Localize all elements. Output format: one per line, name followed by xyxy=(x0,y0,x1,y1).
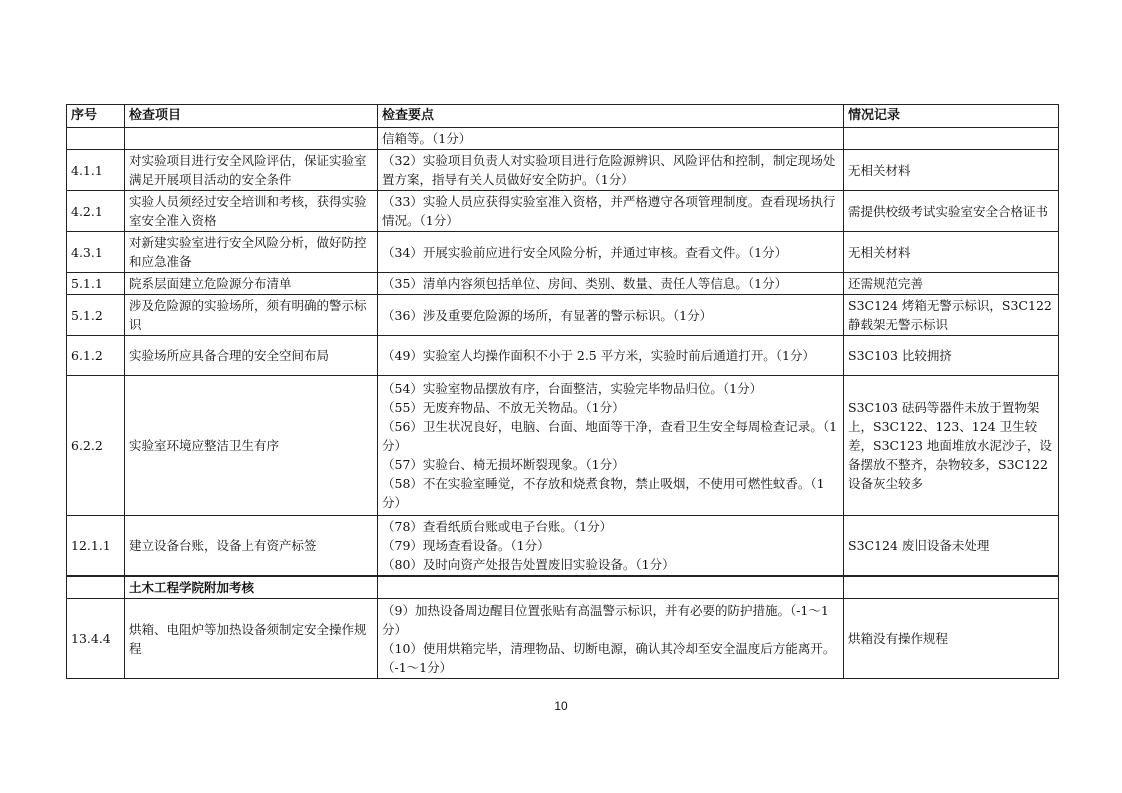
header-check-item: 检查项目 xyxy=(125,105,378,128)
row-item: 实验人员须经过安全培训和考核，获得实验室安全准入资格 xyxy=(125,191,378,232)
section-title: 土木工程学院附加考核 xyxy=(125,576,378,599)
table-row xyxy=(67,128,1059,150)
point-line: （79）现场查看设备。（1分） xyxy=(382,538,550,553)
row-item: 实验室环境应整洁卫生有序 xyxy=(125,376,378,516)
row-points xyxy=(378,295,844,336)
point-line: 信箱等。（1分） xyxy=(382,131,472,146)
point-line: （80）及时向资产处报告处置废旧实验设备。（1分） xyxy=(382,557,675,572)
row-number: 5.1.2 xyxy=(67,295,125,336)
row-number: 6.2.2 xyxy=(67,376,125,516)
row-points xyxy=(378,376,844,516)
table-header-row xyxy=(67,105,1059,128)
point-line: （49）实验室人均操作面积不小于 2.5 平方米，实验时前后通道打开。（1分） xyxy=(382,348,815,363)
table-row xyxy=(67,273,1059,295)
point-line: （10）使用烘箱完毕，清理物品、切断电源，确认其冷却至安全温度后方能离开。（-1～1分） xyxy=(382,640,836,675)
row-record: S3C103 比较拥挤 xyxy=(844,336,1059,376)
row-record: 无相关材料 xyxy=(844,232,1059,273)
table-row xyxy=(67,295,1059,336)
point-line: （78）查看纸质台账或电子台账。（1分） xyxy=(382,519,613,534)
row-item: 实验场所应具备合理的安全空间布局 xyxy=(125,336,378,376)
row-item: 院系层面建立危险源分布清单 xyxy=(125,273,378,295)
row-record: S3C103 砝码等器件未放于置物架上，S3C122、123、124 卫生较差，S3C123 地面堆放水泥沙子，设备摆放不整齐，杂物较多，S3C122 设备灰尘较多 xyxy=(844,376,1059,516)
row-points xyxy=(378,576,844,599)
row-record: S3C124 烤箱无警示标识，S3C122 静载架无警示标识 xyxy=(844,295,1059,336)
row-number xyxy=(67,128,125,150)
point-line: （55）无废弃物品、不放无关物品。（1分） xyxy=(382,400,625,415)
row-item: 对实验项目进行安全风险评估，保证实验室满足开展项目活动的安全条件 xyxy=(125,150,378,191)
row-number: 6.1.2 xyxy=(67,336,125,376)
row-number: 4.1.1 xyxy=(67,150,125,191)
row-record: 烘箱没有操作规程 xyxy=(844,599,1059,679)
point-line: （57）实验台、椅无损坏断裂现象。（1分） xyxy=(382,457,625,472)
row-item: 涉及危险源的实验场所，须有明确的警示标识 xyxy=(125,295,378,336)
row-record: 需提供校级考试实验室安全合格证书 xyxy=(844,191,1059,232)
row-points xyxy=(378,232,844,273)
point-line: （33）实验人员应获得实验室准入资格，并严格遵守各项管理制度。查看现场执行情况。（1分） xyxy=(382,194,836,228)
row-number: 5.1.1 xyxy=(67,273,125,295)
section-row xyxy=(67,576,1059,599)
header-check-points: 检查要点 xyxy=(378,105,844,128)
table-row xyxy=(67,150,1059,191)
row-item: 对新建实验室进行安全风险分析，做好防控和应急准备 xyxy=(125,232,378,273)
row-record: 还需规范完善 xyxy=(844,273,1059,295)
point-line: （58）不在实验室睡觉，不存放和烧煮食物，禁止吸烟，不使用可燃性蚊香。（1分） xyxy=(382,476,825,510)
table-row xyxy=(67,376,1059,516)
point-line: （34）开展实验前应进行安全风险分析，并通过审核。查看文件。（1分） xyxy=(382,244,788,260)
row-points xyxy=(378,599,844,679)
row-record xyxy=(844,128,1059,150)
page-number: 10 xyxy=(554,699,568,713)
table-row xyxy=(67,191,1059,232)
row-record: 无相关材料 xyxy=(844,150,1059,191)
row-number xyxy=(67,576,125,599)
table-row xyxy=(67,599,1059,679)
row-record: S3C124 废旧设备未处理 xyxy=(844,516,1059,577)
point-line: （56）卫生状况良好，电脑、台面、地面等干净，查看卫生安全每周检查记录。（1分） xyxy=(382,419,838,453)
row-number: 13.4.4 xyxy=(67,599,125,679)
row-points xyxy=(378,128,844,150)
table-row xyxy=(67,516,1059,577)
header-serial: 序号 xyxy=(67,105,125,128)
point-line: （36）涉及重要危险源的场所，有显著的警示标识。（1分） xyxy=(382,307,713,323)
header-record: 情况记录 xyxy=(844,105,1059,128)
row-points xyxy=(378,191,844,232)
table-row xyxy=(67,336,1059,376)
row-item: 建立设备台账，设备上有资产标签 xyxy=(125,516,378,577)
row-item xyxy=(125,128,378,150)
row-points xyxy=(378,336,844,376)
point-line: （54）实验室物品摆放有序，台面整洁，实验完毕物品归位。（1分） xyxy=(382,381,763,396)
row-number: 4.3.1 xyxy=(67,232,125,273)
point-line: （35）清单内容须包括单位、房间、类别、数量、责任人等信息。（1分） xyxy=(382,276,788,291)
row-points xyxy=(378,273,844,295)
point-line: （9）加热设备周边醒目位置张贴有高温警示标识，并有必要的防护措施。（-1～1分） xyxy=(382,602,829,637)
row-record xyxy=(844,576,1059,599)
inspection-table xyxy=(66,104,1059,679)
point-line: （32）实验项目负责人对实验项目进行危险源辨识、风险评估和控制，制定现场处置方案，指导有关人员做好安全防护。（1分） xyxy=(382,153,836,187)
row-number: 4.2.1 xyxy=(67,191,125,232)
row-points xyxy=(378,516,844,577)
table-row xyxy=(67,232,1059,273)
row-points xyxy=(378,150,844,191)
row-number: 12.1.1 xyxy=(67,516,125,577)
row-item: 烘箱、电阻炉等加热设备须制定安全操作规程 xyxy=(125,599,378,679)
